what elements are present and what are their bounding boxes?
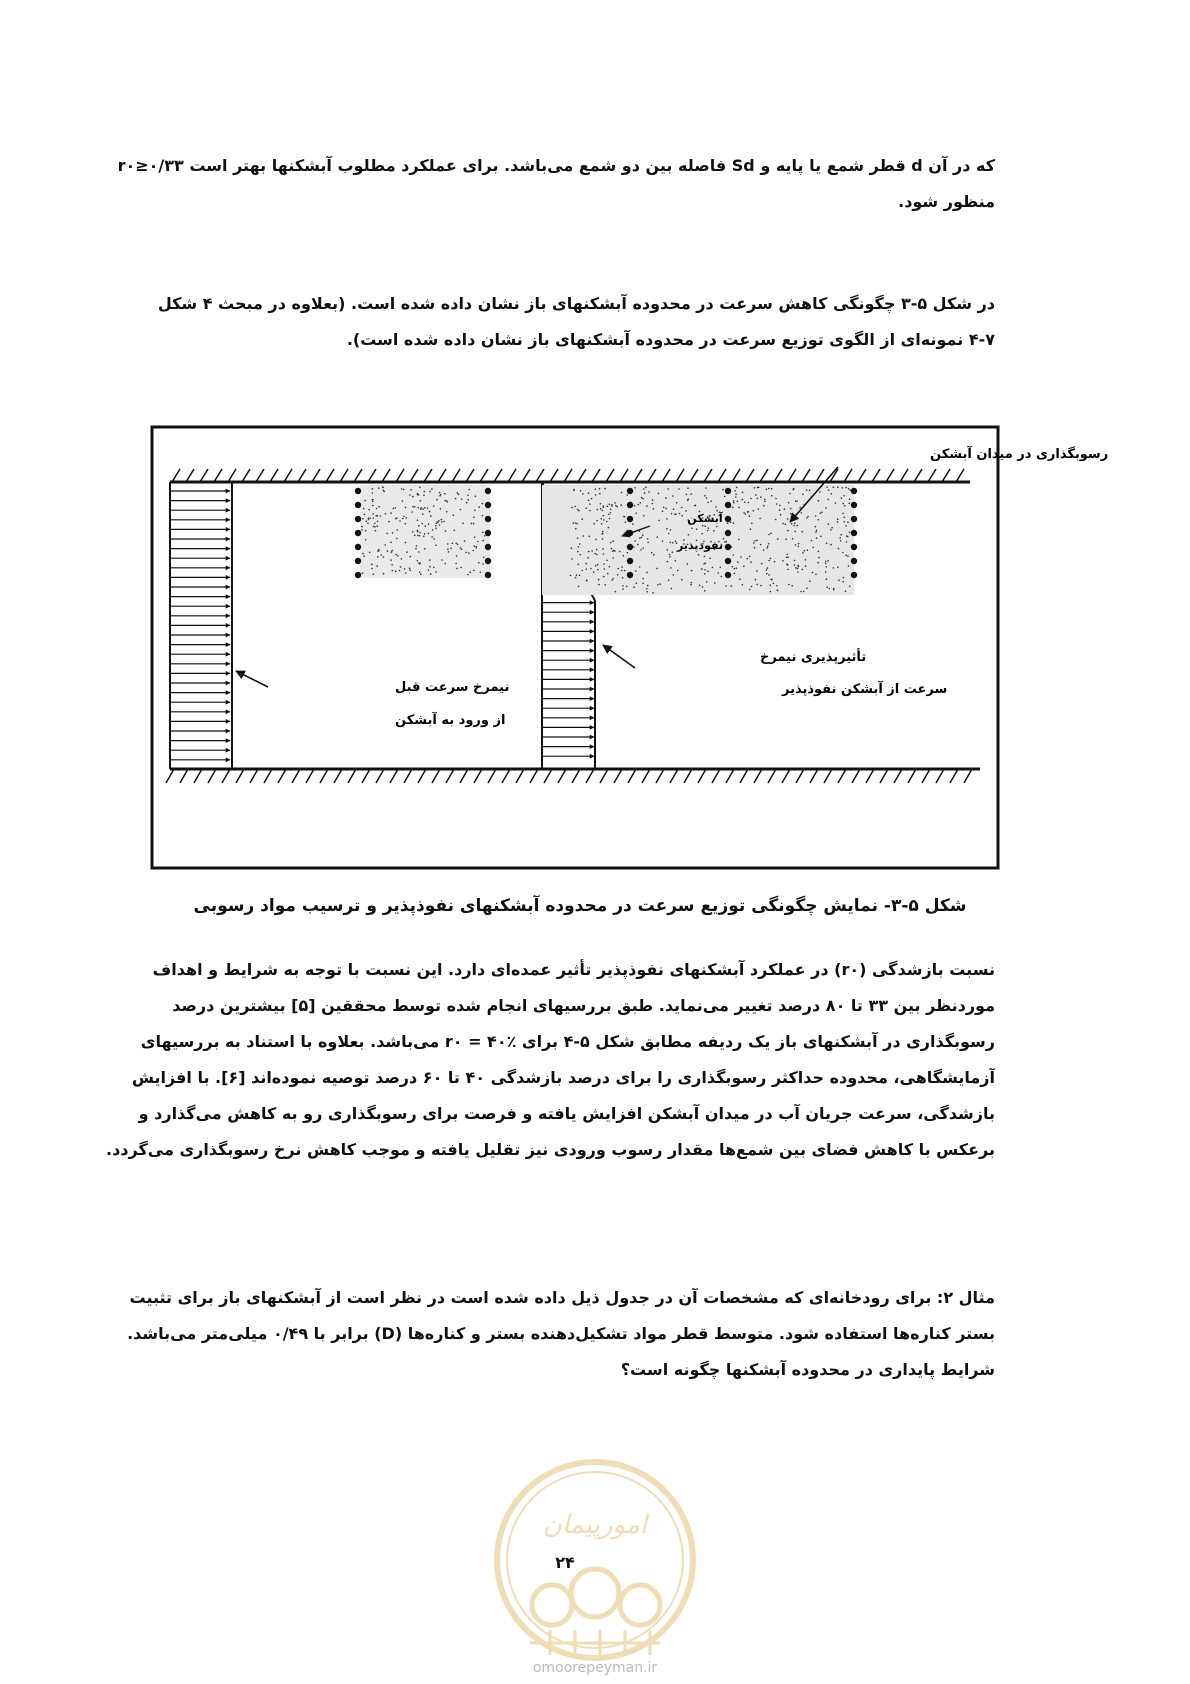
lower-bank-hatching (166, 769, 972, 783)
upper-bank-hatching (172, 469, 964, 482)
text-line: مثال ۲: برای رودخانه‌ای که مشخصات آن در جدول ذیل داده شده است در نظر است از آبشکنهای باز برای تثبیت (129, 1288, 995, 1307)
arrow-profile (236, 671, 268, 687)
text-line: موردنظر بین ۳۳ تا ۸۰ درصد تغییر می‌نماید. طبق بررسیهای انجام شده توسط محققین [۵] بیشترین درصد (172, 996, 995, 1015)
paragraph-3 (106, 952, 995, 1168)
text-line: شرایط پایداری در محدوده آبشکنها چگونه است؟ (620, 1360, 995, 1379)
figure-caption: شکل ۵-۳- نمایش چگونگی توزیع سرعت در محدوده آبشکنهای نفوذپذیر و ترسیب مواد رسوبی (193, 896, 967, 916)
paragraph-2 (157, 286, 995, 358)
text-line: در شکل ۵-۳ چگونگی کاهش سرعت در محدوده آبشکنهای باز نشان داده شده است. (بعلاوه در مبحث ۴ شکل (157, 294, 995, 313)
label-groin-line2: نفوذپذیر (676, 539, 724, 552)
watermark-text: امورپیمان (542, 1510, 648, 1540)
text-line: ۴-۷ نمونه‌ای از الگوی توزیع سرعت در محدوده آبشکنهای باز نشان داده شده است). (346, 330, 995, 349)
sediment-zone-left (360, 485, 490, 578)
watermark-logo-icon (490, 1455, 700, 1665)
text-line: که در آن d قطر شمع یا پایه و Sd فاصله بین دو شمع می‌باشد. برای عملکرد مطلوب آبشکنها بهتر است r۰≥۰/۳۳ (117, 156, 995, 175)
velocity-distribution-figure (150, 425, 1109, 870)
text-line: نسبت بازشدگی (r۰) در عملکرد آبشکنهای نفوذپذیر تأثیر عمده‌ای دارد. این نسبت با توجه به شرایط و اهداف (152, 960, 995, 979)
label-groin-line1: آبشکن (687, 512, 723, 525)
label-influence-line2: سرعت از آبشکن نفوذپذیر (782, 682, 948, 697)
paragraph-1 (117, 148, 995, 220)
site-url: omoorepeyman.ir (532, 1660, 658, 1676)
text-line: آزمایشگاهی، محدوده حداکثر رسوبگذاری را برای درصد بازشدگی ۴۰ تا ۶۰ درصد توصیه نموده‌اند [۶]. با افزایش (131, 1068, 995, 1087)
upstream-velocity-profile (170, 482, 232, 769)
arrow-influence (603, 645, 635, 668)
text-line: برعکس با کاهش فضای بین شمع‌ها مقدار رسوب ورودی نیز تقلیل یافته و موجب کاهش نرخ رسوبگذاری می‌گردد. (106, 1140, 995, 1159)
text-line: بستر کناره‌ها استفاده شود. متوسط قطر مواد تشکیل‌دهنده بستر و کناره‌ها (D) برابر با ۰/۴۹ میلی‌متر می‌باشد. (127, 1324, 995, 1343)
text-line: رسوبگذاری در آبشکنهای باز یک ردیفه مطابق شکل ۵-۴ برای ٪۴۰ = r۰ می‌باشد. بعلاوه با استناد به بررسیهای (140, 1032, 995, 1051)
label-profile-line2: از ورود به آبشکن (395, 713, 506, 728)
text-line: بازشدگی، سرعت جریان آب در میدان آبشکن افزایش یافته و فرصت برای رسوبگذاری رو به کاهش می‌گذارد و (138, 1104, 995, 1123)
text-line: منظور شود. (898, 192, 995, 211)
paragraph-4-example (127, 1280, 995, 1388)
label-influence-line1: تأثیرپذیری نیمرخ (760, 650, 867, 665)
label-profile-line1: نیمرخ سرعت قبل (395, 680, 510, 695)
label-sedimentation: رسوبگذاری در میدان آبشکن (930, 447, 1109, 462)
page-number: ۲۴ (555, 1553, 575, 1572)
